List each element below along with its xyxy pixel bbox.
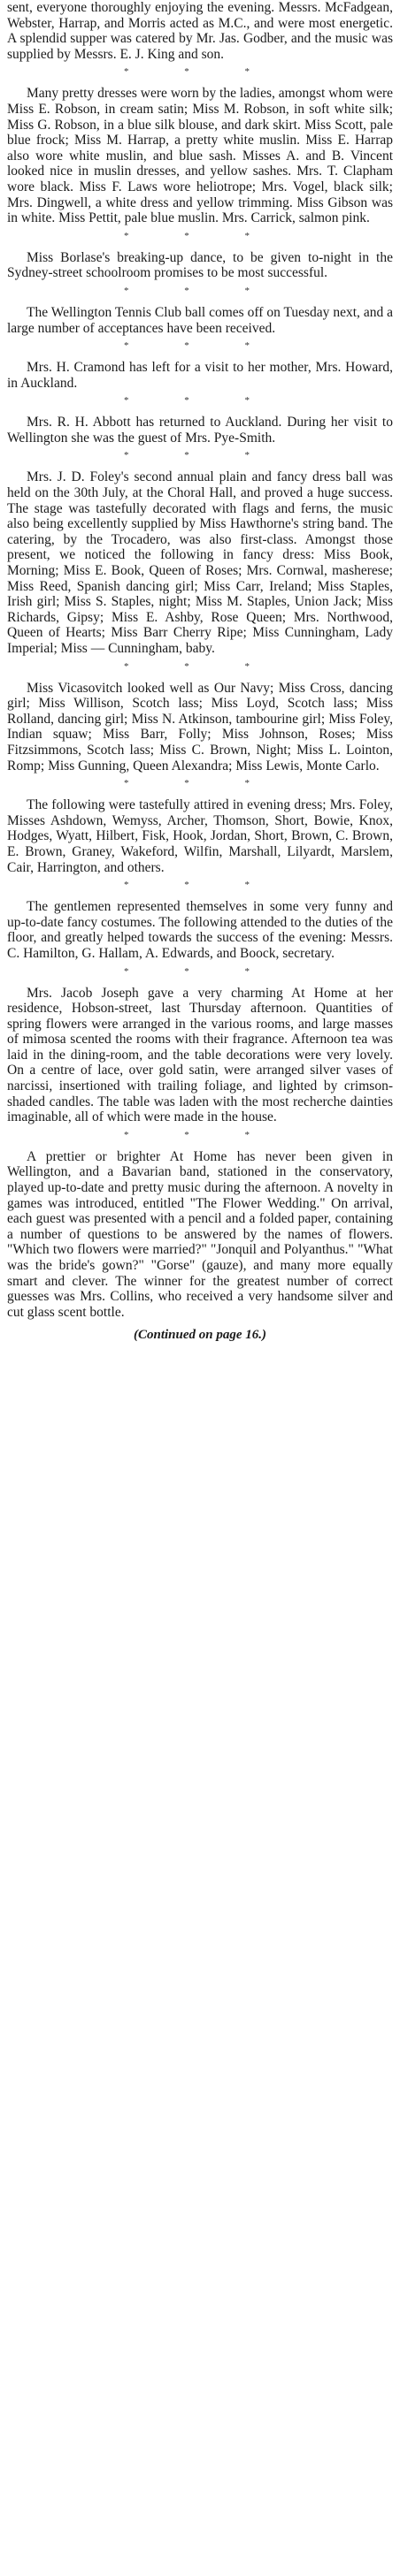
paragraph-flower-wedding: A prettier or brighter At Home has never been given in Wellington, and a Bavarian band, stationed in the conservatory, played up-to-date and pretty music during the afternoon. A novelty in games was introduced, entitled "The Flower Wedding." On arrival, each guest was presented with a pencil and a folded paper, containing a number of questions to be answered by the names of flowers. "Which two flowers were married?" "Jonquil and Polyanthus." "What was the bride's gown?" "Gorse" (gauze), and many more equally smart and clever. The winner for the greatest number of correct guesses was Mrs. Collins, who received a very handsome silver and cut glass scent bottle.	[7, 1148, 393, 1320]
section-separator: * * *	[124, 1129, 276, 1140]
paragraph-joseph-at-home: Mrs. Jacob Joseph gave a very charming At Home at her residence, Hobson-street, last Thursday afternoon. Quantities of spring flowers were arranged in the various rooms, and large masses of mimosa scented the rooms with their fragrance. Afternoon tea was laid in the dining-room, and the table decorations were very lovely. On a centre of lace, over gold satin, were arranged silver vases of narcissi, insertioned with trailing foliage, and lighted by crimson-shaded candles. The table was laden with the most recherche dainties imaginable, all of which were made in the house.	[7, 985, 393, 1125]
section-separator: * * *	[124, 66, 276, 78]
paragraph-evening-dress: The following were tastefully attired in evening dress; Mrs. Foley, Misses Ashdown, Wemyss, Archer, Thomson, Short, Bowie, Knox, Hodges, Wyatt, Hilbert, Fisk, Hook, Jordan, Short, Brown, C. Brown, E. Brown, Graney, Wakeford, Wilfin, Marshall, Lilyardt, Marslem, Cair, Harrington, and others.	[7, 797, 393, 875]
continued-note: (Continued on page 16.)	[133, 1328, 266, 1343]
paragraph-fancy-dress: Miss Vicasovitch looked well as Our Navy; Miss Cross, dancing girl; Miss Willison, Scotch lass; Miss Loyd, Scotch lass; Miss Rolland, dancing girl; Miss N. Atkinson, tambourine girl; Miss Foley, Indian squaw; Miss Barr, Folly; Miss Johnson, Roses; Miss Fitzsimmons, Scotch lass; Miss C. Brown, Night; Miss L. Lointon, Romp; Miss Gunning, Queen Alexandra; Miss Lewis, Monte Carlo.	[7, 680, 393, 774]
paragraph-borlase-dance: Miss Borlase's breaking-up dance, to be given to-night in the Sydney-street schoolroom promises to be most successful.	[7, 249, 393, 281]
paragraph-tennis-ball: The Wellington Tennis Club ball comes off on Tuesday next, and a large number of acceptances have been received.	[7, 304, 393, 336]
paragraph-foley-ball: Mrs. J. D. Foley's second annual plain and fancy dress ball was held on the 30th July, at the Choral Hall, and proved a huge success. The stage was tastefully decorated with flags and ferns, the music also being excellently supplied by Miss Hawthorne's string band. The catering, by the Trocadero, was also first-class. Amongst those present, we noticed the following in fancy dress: Miss Book, Morning; Miss E. Book, Queen of Roses; Mrs. Cornwal, masherese; Miss Reed, Spanish dancing girl; Miss Carr, Ireland; Miss Staples, Irish girl; Miss S. Staples, night; Miss M. Staples, Union Jack; Miss Richards, Gipsy; Miss E. Ashby, Rose Queen; Mrs. Northwood, Queen of Hearts; Miss Barr Cherry Ripe; Miss Cunningham, Lady Imperial; Miss — Cunningham, baby.	[7, 469, 393, 656]
paragraph-dance-close: sent, everyone thoroughly enjoying the evening. Messrs. McFadgean, Webster, Harrap, and Morris acted as M.C., and were most energetic. A splendid supper was catered by Mr. Jas. Godber, and the music was supplied by Messrs. E. J. King and son.	[7, 0, 393, 62]
paragraph-abbott: Mrs. R. H. Abbott has returned to Auckland. During her visit to Wellington she was the guest of Mrs. Pye-Smith.	[7, 415, 393, 446]
section-separator: * * *	[124, 230, 276, 241]
section-separator: * * *	[124, 965, 276, 977]
section-separator: * * *	[124, 450, 276, 461]
section-separator: * * *	[124, 880, 276, 891]
paragraph-gentlemen: The gentlemen represented themselves in some very funny and up-to-date fancy costumes. The following attended to the duties of the floor, and greatly helped towards the success of the evening: Messrs. C. Hamilton, G. Hallam, A. Edwards, and Boock, secretary.	[7, 899, 393, 961]
section-separator: * * *	[124, 285, 276, 296]
section-separator: * * *	[124, 395, 276, 407]
section-separator: * * *	[124, 340, 276, 352]
paragraph-cramond: Mrs. H. Cramond has left for a visit to her mother, Mrs. Howard, in Auckland.	[7, 360, 393, 391]
section-separator: * * *	[124, 660, 276, 672]
section-separator: * * *	[124, 778, 276, 789]
paragraph-dresses: Many pretty dresses were worn by the ladies, amongst whom were Miss E. Robson, in cream satin; Miss M. Robson, in soft white silk; Miss G. Robson, in a blue silk blouse, and dark skirt. Miss Scott, pale blue frock; Miss M. Harrap, a pretty white muslin. Miss E. Harrap also wore white muslin, and blue sash. Misses A. and B. Vincent looked nice in muslin dresses, and yellow sashes. Mrs. T. Clapham wore black. Miss F. Laws wore heliotrope; Mrs. Vogel, black silk; Mrs. Dingwell, a white dress and yellow trimming. Miss Gibson was in white. Miss Pettit, pale blue muslin. Mrs. Carrick, salmon pink.	[7, 86, 393, 226]
